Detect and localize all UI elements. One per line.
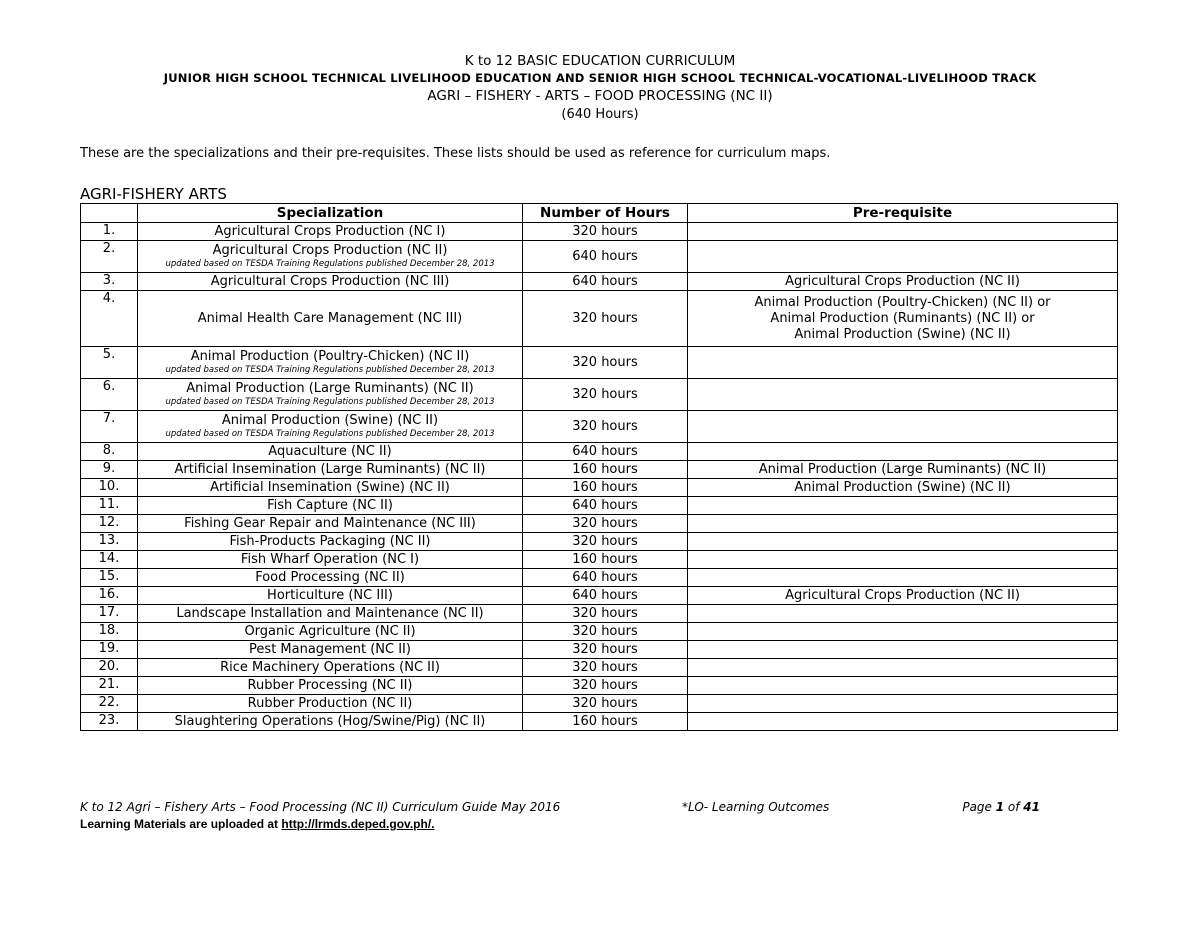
update-note: updated based on TESDA Training Regulations published December 28, 2013 — [165, 365, 495, 375]
table-row — [81, 273, 1118, 291]
row-number: 21. — [81, 677, 138, 695]
row-number: 4. — [81, 291, 138, 347]
row-specialization — [138, 587, 523, 605]
row-prerequisite — [688, 677, 1118, 695]
intro-text: These are the specializations and their pre-requisites. These lists should be used as reference for curriculum maps. — [80, 146, 831, 161]
specialization-name: Fish Wharf Operation (NC I) — [240, 551, 420, 567]
row-prerequisite — [688, 411, 1118, 443]
materials-note — [80, 817, 435, 831]
row-hours: 320 hours — [523, 677, 688, 695]
row-specialization — [138, 411, 523, 443]
row-specialization — [138, 533, 523, 551]
row-hours: 320 hours — [523, 411, 688, 443]
row-number: 7. — [81, 411, 138, 443]
row-number: 3. — [81, 273, 138, 291]
table-header-row — [81, 204, 1118, 223]
materials-text: Learning Materials are uploaded at — [80, 817, 282, 831]
row-number: 2. — [81, 241, 138, 273]
row-hours: 320 hours — [523, 515, 688, 533]
row-prerequisite — [688, 497, 1118, 515]
row-hours: 160 hours — [523, 479, 688, 497]
row-hours: 320 hours — [523, 347, 688, 379]
row-specialization — [138, 695, 523, 713]
row-number: 23. — [81, 713, 138, 731]
row-number: 10. — [81, 479, 138, 497]
specialization-name: Horticulture (NC III) — [267, 587, 393, 603]
row-specialization — [138, 677, 523, 695]
specialization-name: Rubber Processing (NC II) — [247, 677, 413, 693]
footer-guide-title: K to 12 Agri – Fishery Arts – Food Processing (NC II) Curriculum Guide May 2016 — [80, 800, 561, 814]
specialization-name: Pest Management (NC II) — [249, 641, 411, 657]
page-current: 1 — [995, 800, 1005, 814]
specialization-name: Agricultural Crops Production (NC II) — [212, 243, 448, 258]
specialization-name: Artificial Insemination (Large Ruminants) (NC II) — [174, 461, 486, 477]
row-number: 12. — [81, 515, 138, 533]
row-prerequisite — [688, 223, 1118, 241]
row-hours: 640 hours — [523, 241, 688, 273]
row-prerequisite — [688, 623, 1118, 641]
specialization-name: Agricultural Crops Production (NC III) — [210, 273, 450, 289]
specialization-name: Animal Production (Large Ruminants) (NC II) — [186, 381, 474, 396]
row-hours: 320 hours — [523, 291, 688, 347]
specialization-name: Animal Production (Poultry-Chicken) (NC II) — [190, 349, 470, 364]
table-row — [81, 479, 1118, 497]
row-number: 1. — [81, 223, 138, 241]
page-of: of — [1004, 800, 1024, 814]
specialization-name: Agricultural Crops Production (NC I) — [214, 223, 446, 239]
specialization-name: Animal Production (Swine) (NC II) — [221, 413, 439, 428]
specialization-name: Organic Agriculture (NC II) — [244, 623, 416, 639]
table-row — [81, 241, 1118, 273]
specialization-name: Artificial Insemination (Swine) (NC II) — [210, 479, 450, 495]
row-specialization — [138, 347, 523, 379]
specialization-name: Landscape Installation and Maintenance (NC II) — [176, 605, 484, 621]
specialization-name: Fish-Products Packaging (NC II) — [229, 533, 431, 549]
row-number: 9. — [81, 461, 138, 479]
row-specialization — [138, 551, 523, 569]
row-specialization — [138, 515, 523, 533]
row-number: 20. — [81, 659, 138, 677]
row-specialization — [138, 605, 523, 623]
row-prerequisite — [688, 551, 1118, 569]
update-note: updated based on TESDA Training Regulations published December 28, 2013 — [165, 397, 495, 407]
table-row — [81, 623, 1118, 641]
header-specialization: Specialization — [138, 204, 523, 223]
specialization-name: Fishing Gear Repair and Maintenance (NC III) — [184, 515, 476, 531]
row-hours: 160 hours — [523, 551, 688, 569]
specialization-name: Rubber Production (NC II) — [247, 695, 413, 711]
table-row — [81, 223, 1118, 241]
row-prerequisite — [688, 641, 1118, 659]
page-number — [962, 800, 1040, 814]
row-specialization — [138, 223, 523, 241]
table-row — [81, 605, 1118, 623]
document-header — [0, 52, 1200, 123]
track-title: JUNIOR HIGH SCHOOL TECHNICAL LIVELIHOOD EDUCATION AND SENIOR HIGH SCHOOL TECHNICAL-VOCATIONAL-LIVELIHOOD TRACK — [163, 71, 1037, 85]
row-hours: 640 hours — [523, 273, 688, 291]
row-hours: 640 hours — [523, 569, 688, 587]
materials-link[interactable]: http://lrmds.deped.gov.ph/. — [281, 817, 435, 831]
specialization-name: Slaughtering Operations (Hog/Swine/Pig) (NC II) — [174, 713, 486, 729]
update-note: updated based on TESDA Training Regulations published December 28, 2013 — [165, 259, 495, 269]
row-specialization — [138, 291, 523, 347]
row-number: 8. — [81, 443, 138, 461]
curriculum-title: K to 12 BASIC EDUCATION CURRICULUM — [464, 53, 736, 69]
row-hours: 320 hours — [523, 641, 688, 659]
row-number: 5. — [81, 347, 138, 379]
row-specialization — [138, 497, 523, 515]
row-number: 16. — [81, 587, 138, 605]
row-number: 13. — [81, 533, 138, 551]
course-hours: (640 Hours) — [561, 107, 639, 122]
row-specialization — [138, 379, 523, 411]
row-prerequisite — [688, 347, 1118, 379]
row-hours: 320 hours — [523, 623, 688, 641]
row-specialization — [138, 569, 523, 587]
row-prerequisite: Animal Production (Poultry-Chicken) (NC II) or Animal Production (Ruminants) (NC II) or Animal Production (Swine) (NC II) — [688, 291, 1118, 347]
row-prerequisite: Agricultural Crops Production (NC II) — [688, 587, 1118, 605]
row-specialization — [138, 659, 523, 677]
update-note: updated based on TESDA Training Regulations published December 28, 2013 — [165, 429, 495, 439]
row-number: 15. — [81, 569, 138, 587]
row-prerequisite: Animal Production (Large Ruminants) (NC II) — [688, 461, 1118, 479]
row-number: 19. — [81, 641, 138, 659]
specialization-name: Rice Machinery Operations (NC II) — [220, 659, 440, 675]
header-number — [81, 204, 138, 223]
row-hours: 320 hours — [523, 695, 688, 713]
row-number: 14. — [81, 551, 138, 569]
table-row — [81, 497, 1118, 515]
row-specialization — [138, 241, 523, 273]
row-prerequisite: Animal Production (Swine) (NC II) — [688, 479, 1118, 497]
row-number: 6. — [81, 379, 138, 411]
specialization-name: Fish Capture (NC II) — [267, 497, 393, 513]
table-row — [81, 411, 1118, 443]
row-specialization — [138, 623, 523, 641]
row-prerequisite — [688, 533, 1118, 551]
row-hours: 320 hours — [523, 379, 688, 411]
row-hours: 640 hours — [523, 443, 688, 461]
row-number: 22. — [81, 695, 138, 713]
specialization-table — [80, 203, 1118, 731]
table-row — [81, 569, 1118, 587]
page-total: 41 — [1023, 800, 1040, 814]
row-hours: 320 hours — [523, 605, 688, 623]
header-hours: Number of Hours — [523, 204, 688, 223]
row-hours: 320 hours — [523, 223, 688, 241]
row-specialization — [138, 443, 523, 461]
table-row — [81, 659, 1118, 677]
row-hours: 320 hours — [523, 659, 688, 677]
table-row — [81, 461, 1118, 479]
table-row — [81, 379, 1118, 411]
row-hours: 160 hours — [523, 461, 688, 479]
table-row — [81, 533, 1118, 551]
row-specialization — [138, 713, 523, 731]
table-row — [81, 695, 1118, 713]
row-hours: 640 hours — [523, 587, 688, 605]
table-row — [81, 713, 1118, 731]
table-body — [81, 223, 1118, 731]
row-specialization — [138, 273, 523, 291]
row-specialization — [138, 641, 523, 659]
table-row — [81, 443, 1118, 461]
course-title: AGRI – FISHERY - ARTS – FOOD PROCESSING (NC II) — [427, 88, 773, 104]
table-row — [81, 291, 1118, 347]
row-specialization — [138, 461, 523, 479]
table-row — [81, 641, 1118, 659]
specialization-name: Animal Health Care Management (NC III) — [197, 310, 463, 326]
table-row — [81, 587, 1118, 605]
row-prerequisite — [688, 241, 1118, 273]
row-prerequisite — [688, 713, 1118, 731]
header-prerequisite: Pre-requisite — [688, 204, 1118, 223]
row-number: 11. — [81, 497, 138, 515]
table-row — [81, 551, 1118, 569]
footer-lo-note: *LO- Learning Outcomes — [682, 800, 830, 814]
row-prerequisite — [688, 443, 1118, 461]
section-title: AGRI-FISHERY ARTS — [80, 185, 227, 203]
row-prerequisite — [688, 605, 1118, 623]
row-prerequisite — [688, 695, 1118, 713]
row-number: 18. — [81, 623, 138, 641]
row-prerequisite — [688, 569, 1118, 587]
page-prefix: Page — [962, 800, 996, 814]
row-prerequisite — [688, 515, 1118, 533]
row-specialization — [138, 479, 523, 497]
row-number: 17. — [81, 605, 138, 623]
row-prerequisite — [688, 659, 1118, 677]
specialization-name: Aquaculture (NC II) — [268, 443, 392, 459]
table-row — [81, 347, 1118, 379]
row-hours: 640 hours — [523, 497, 688, 515]
row-prerequisite: Agricultural Crops Production (NC II) — [688, 273, 1118, 291]
row-hours: 160 hours — [523, 713, 688, 731]
row-prerequisite — [688, 379, 1118, 411]
table-row — [81, 515, 1118, 533]
specialization-name: Food Processing (NC II) — [255, 569, 405, 585]
row-hours: 320 hours — [523, 533, 688, 551]
table-row — [81, 677, 1118, 695]
